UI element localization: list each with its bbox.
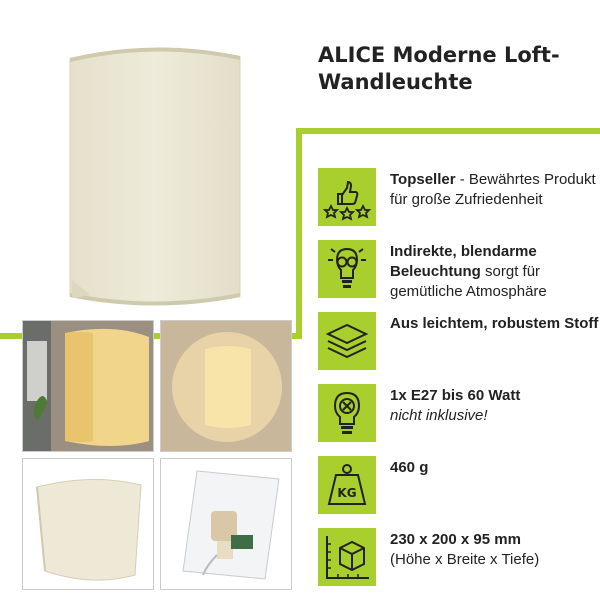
feature-bulb: [318, 384, 600, 442]
svg-text:KG: KG: [337, 486, 357, 500]
feature-dimensions: [318, 528, 600, 586]
feature-text: Aus leichtem, robustem Stoff: [390, 315, 599, 332]
sunglasses-bulb-icon: [318, 240, 376, 298]
feature-text: Topseller - Bewährtes Produkt für große Zufriedenheit: [390, 171, 596, 208]
thumbnail-shade[interactable]: [22, 458, 154, 590]
thumbnail-wall-lit[interactable]: [160, 320, 292, 452]
feature-lighting: [318, 240, 600, 298]
thumbnail-mounting[interactable]: [160, 458, 292, 590]
feature-text: 460 g: [390, 459, 429, 476]
accent-line-top: [296, 128, 600, 134]
thumbs-up-stars-icon: [318, 168, 376, 226]
fabric-layers-icon: [318, 312, 376, 370]
feature-fabric: [318, 312, 600, 370]
dimensions-cube-icon: [318, 528, 376, 586]
feature-topseller: [318, 168, 600, 226]
feature-text: 1x E27 bis 60 Watt nicht inklusive!: [390, 387, 521, 424]
accent-line-vertical: [296, 128, 302, 338]
feature-text: Indirekte, blendarme Beleuchtung sorgt für gemütliche Atmosphäre: [390, 243, 547, 300]
product-title: ALICE Moderne Loft-Wandleuchte: [318, 43, 560, 94]
weight-kg-icon: [318, 456, 376, 514]
feature-weight: [318, 456, 600, 514]
feature-text: 230 x 200 x 95 mm (Höhe x Breite x Tiefe): [390, 531, 540, 568]
main-product-image[interactable]: [60, 40, 250, 310]
bulb-icon: [318, 384, 376, 442]
thumbnail-room-lit[interactable]: [22, 320, 154, 452]
